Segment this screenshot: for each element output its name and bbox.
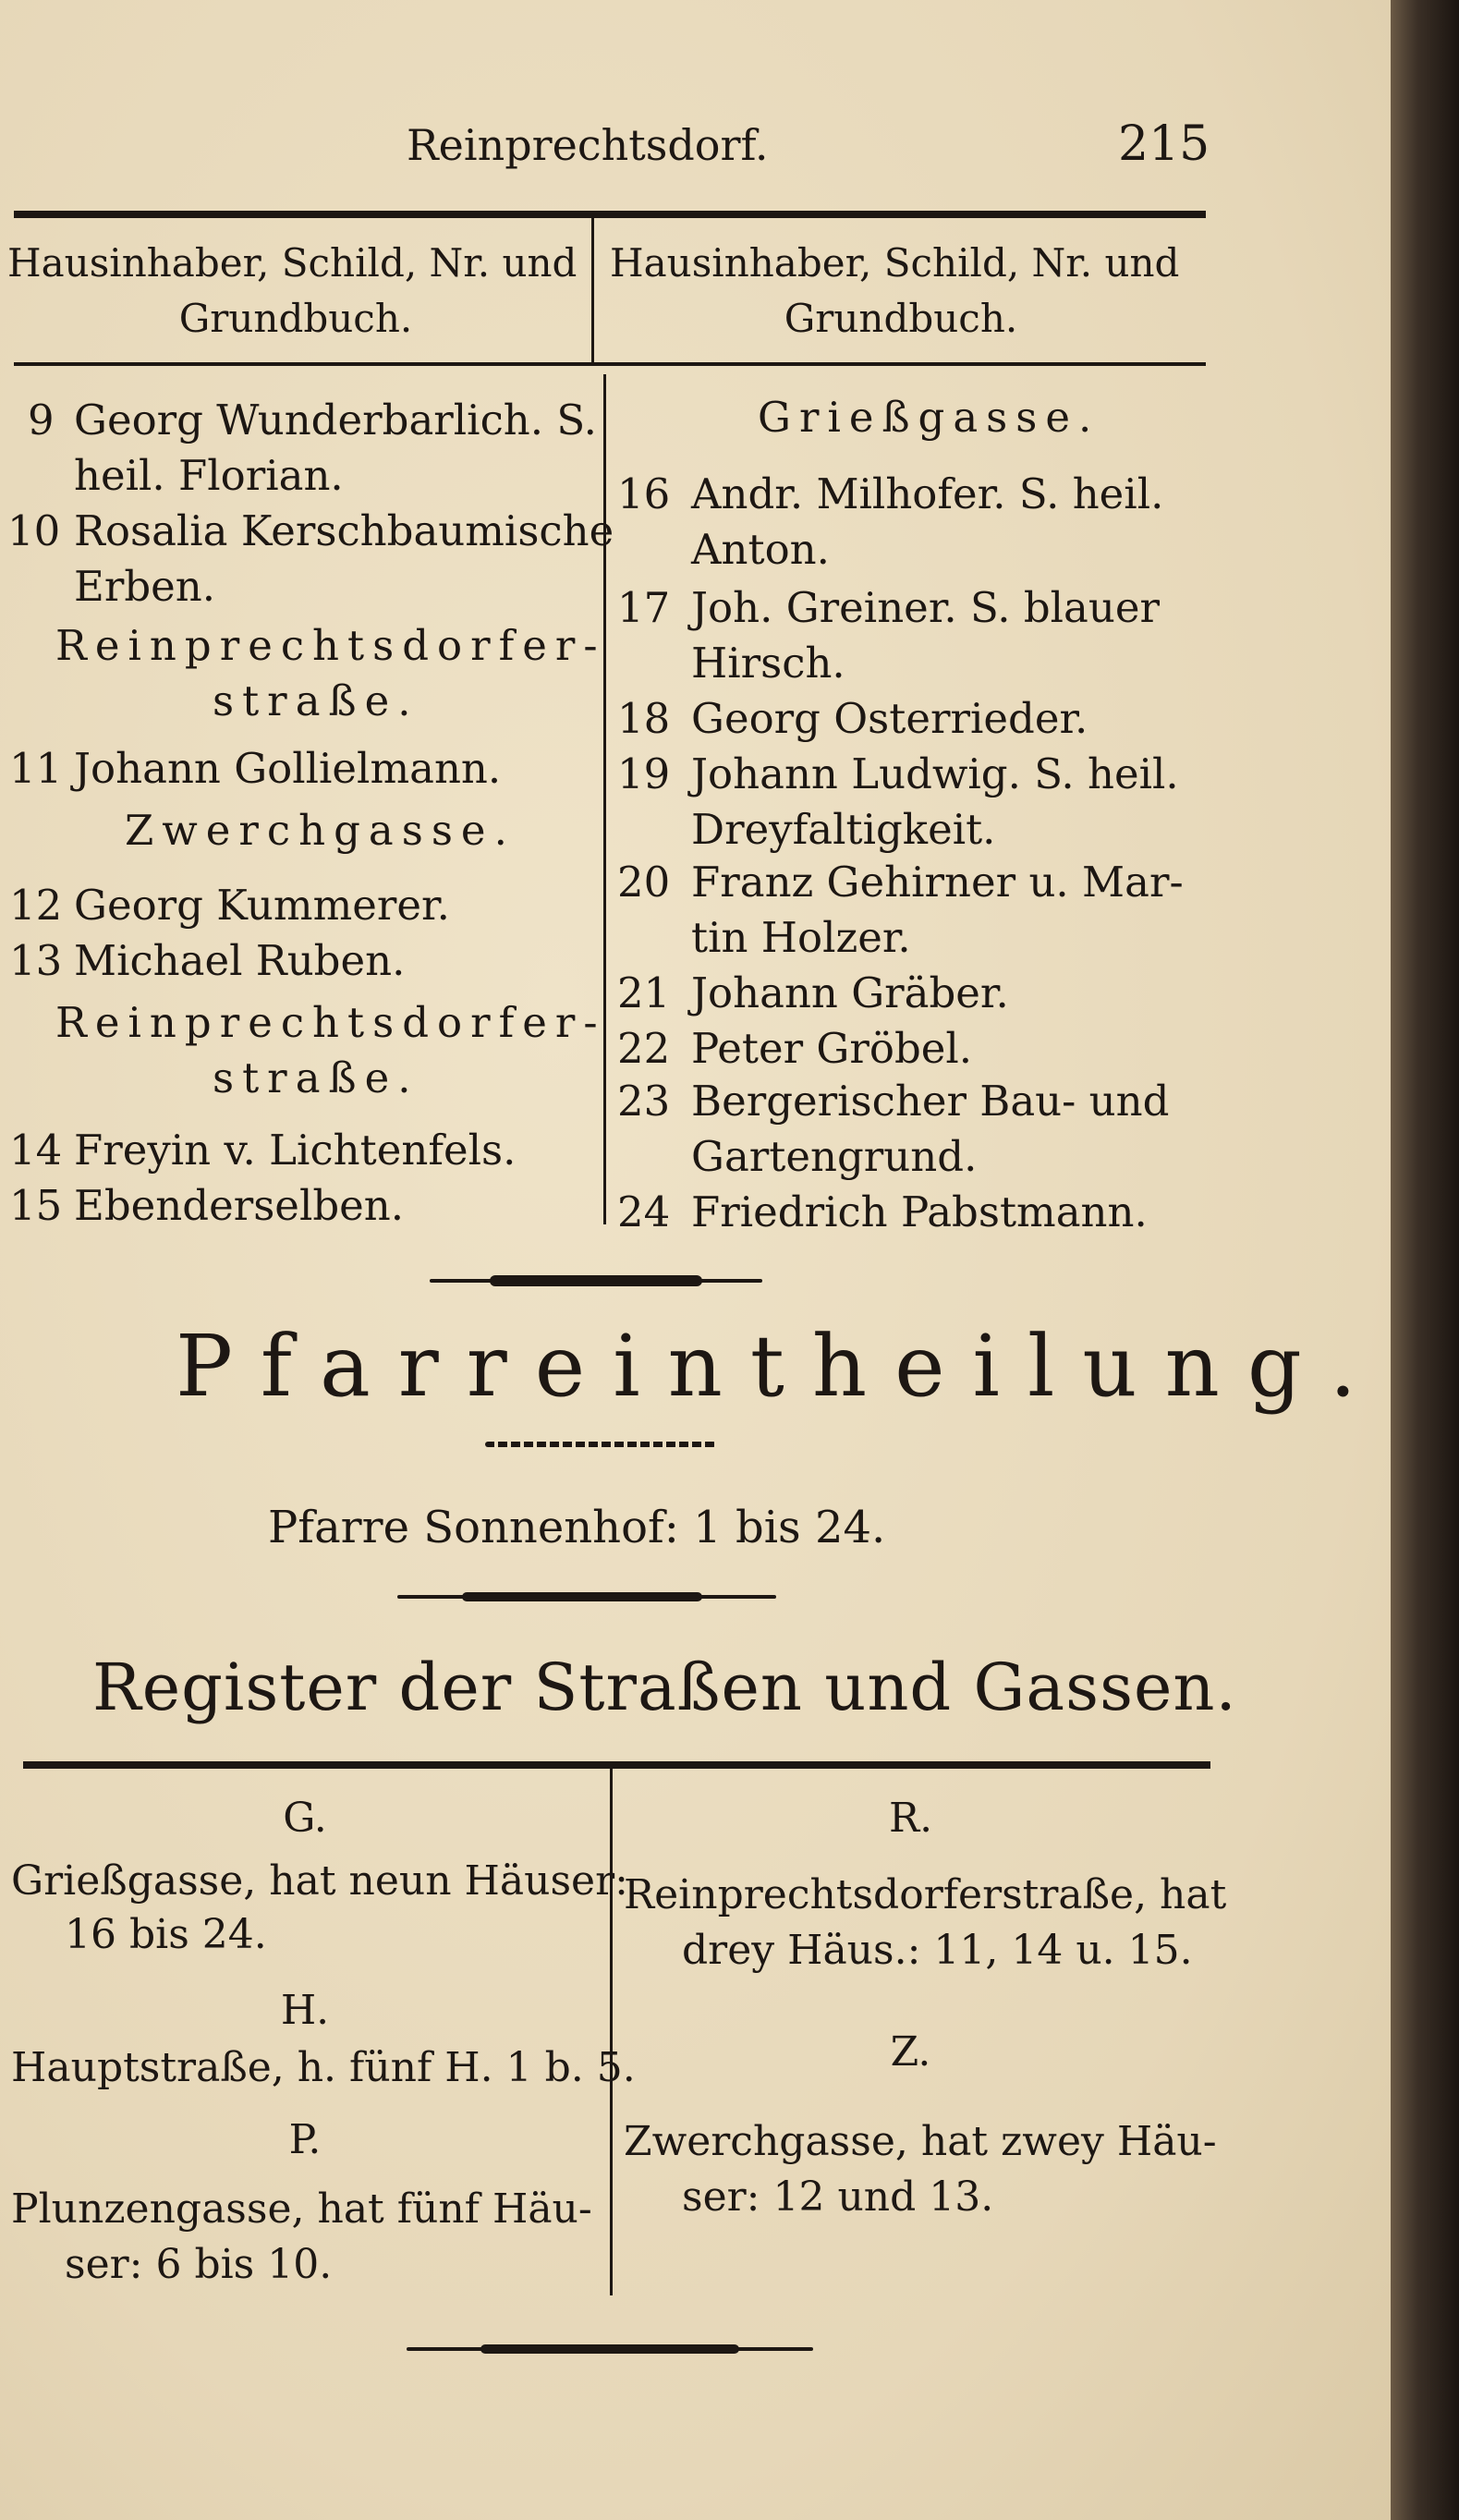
house-entry: Peter Gröbel. — [691, 1024, 973, 1073]
house-number: 19 — [617, 749, 671, 798]
register-entry: Reinprechtsdorferstraße, hat — [624, 1871, 1227, 1918]
house-number: 11 — [9, 744, 63, 793]
house-number: 13 — [9, 936, 63, 985]
house-entry: Georg Osterrieder. — [691, 694, 1088, 743]
register-top-rule — [23, 1761, 1210, 1769]
register-letter: P. — [288, 2116, 322, 2163]
house-number: 12 — [9, 881, 63, 930]
house-number: 10 — [7, 506, 61, 555]
house-number: 18 — [617, 694, 671, 743]
left-column-header-line1: Hausinhaber, Schild, Nr. und — [7, 240, 578, 286]
book-spine-edge — [1391, 0, 1459, 2520]
house-number: 21 — [617, 968, 671, 1017]
register-letter: R. — [888, 1795, 933, 1842]
register-entry: Grießgasse, hat neun Häuser: — [11, 1857, 628, 1905]
register-entry-cont: 16 bis 24. — [65, 1911, 267, 1958]
register-entry: Zwerchgasse, hat zwey Häu- — [624, 2118, 1217, 2165]
wave-ornament — [485, 1442, 716, 1447]
left-column-header-line2: Grundbuch. — [178, 296, 413, 341]
running-head-title: Reinprechtsdorf. — [407, 120, 769, 170]
right-column-header-line1: Hausinhaber, Schild, Nr. und — [610, 240, 1180, 286]
register-letter: H. — [280, 1987, 330, 2034]
register-letter: G. — [283, 1795, 327, 1842]
house-entry: Rosalia Kerschbaumische — [74, 506, 614, 555]
register-entry-cont: ser: 6 bis 10. — [65, 2241, 333, 2288]
parish-assignment: Pfarre Sonnenhof: 1 bis 24. — [268, 1502, 886, 1553]
house-entry: Franz Gehirner u. Mar- — [691, 858, 1184, 907]
house-number: 24 — [617, 1187, 671, 1236]
house-entry: Johann Ludwig. S. heil. — [691, 749, 1179, 798]
house-entry: Ebenderselben. — [74, 1181, 405, 1230]
house-entry-cont: Erben. — [74, 562, 216, 611]
house-entry: Andr. Milhofer. S. heil. — [691, 469, 1164, 518]
house-entry: Michael Ruben. — [74, 936, 406, 985]
parish-heading: Pfarreintheilung. — [176, 1317, 1385, 1416]
header-top-rule — [14, 211, 1206, 218]
house-number: 23 — [617, 1077, 671, 1126]
house-entry: Georg Wunderbarlich. S. — [74, 396, 597, 444]
register-entry: Plunzengasse, hat fünf Häu- — [11, 2185, 592, 2233]
house-entry-cont: tin Holzer. — [691, 913, 911, 962]
house-entry-cont: Gartengrund. — [691, 1132, 978, 1181]
house-entry: Johann Gollielmann. — [74, 744, 502, 793]
house-entry-cont: heil. Florian. — [74, 451, 344, 500]
header-column-divider — [591, 218, 594, 362]
header-bottom-rule — [14, 362, 1206, 366]
house-entry: Johann Gräber. — [691, 968, 1009, 1017]
street-heading: Grießgasse. — [758, 393, 1100, 442]
register-entry: Hauptstraße, h. fünf H. 1 b. 5. — [11, 2044, 636, 2091]
register-entry-cont: ser: 12 und 13. — [682, 2173, 994, 2221]
house-entry: Friedrich Pabstmann. — [691, 1187, 1148, 1236]
ornamental-rule-center — [490, 1275, 702, 1286]
house-entry: Joh. Greiner. S. blauer — [691, 583, 1160, 632]
house-entry-cont: Anton. — [691, 525, 830, 574]
house-entry-cont: Hirsch. — [691, 639, 845, 688]
street-heading: Reinprechtsdorfer- — [55, 621, 606, 670]
register-heading: Register der Straßen und Gassen. — [92, 1650, 1237, 1725]
street-heading: Reinprechtsdorfer- — [55, 998, 606, 1047]
house-number: 15 — [9, 1181, 63, 1230]
house-number: 9 — [28, 396, 55, 444]
house-number: 22 — [617, 1024, 671, 1073]
register-letter: Z. — [890, 2028, 931, 2076]
house-entry-cont: Dreyfaltigkeit. — [691, 805, 996, 854]
house-number: 14 — [9, 1126, 63, 1175]
street-heading-cont: straße. — [213, 676, 419, 725]
body-column-divider — [603, 374, 606, 1224]
house-number: 16 — [617, 469, 671, 518]
register-entry-cont: drey Häus.: 11, 14 u. 15. — [682, 1927, 1193, 1974]
house-entry: Freyin v. Lichtenfels. — [74, 1126, 517, 1175]
house-number: 20 — [617, 858, 671, 907]
house-entry: Bergerischer Bau- und — [691, 1077, 1170, 1126]
ornamental-rule-center — [462, 1592, 702, 1601]
street-heading: Zwerchgasse. — [125, 806, 516, 855]
page-number: 215 — [1118, 116, 1210, 172]
right-column-header-line2: Grundbuch. — [784, 296, 1018, 341]
street-heading-cont: straße. — [213, 1053, 419, 1102]
house-entry: Georg Kummerer. — [74, 881, 450, 930]
bottom-ornamental-rule-center — [480, 2344, 739, 2354]
house-number: 17 — [617, 583, 671, 632]
